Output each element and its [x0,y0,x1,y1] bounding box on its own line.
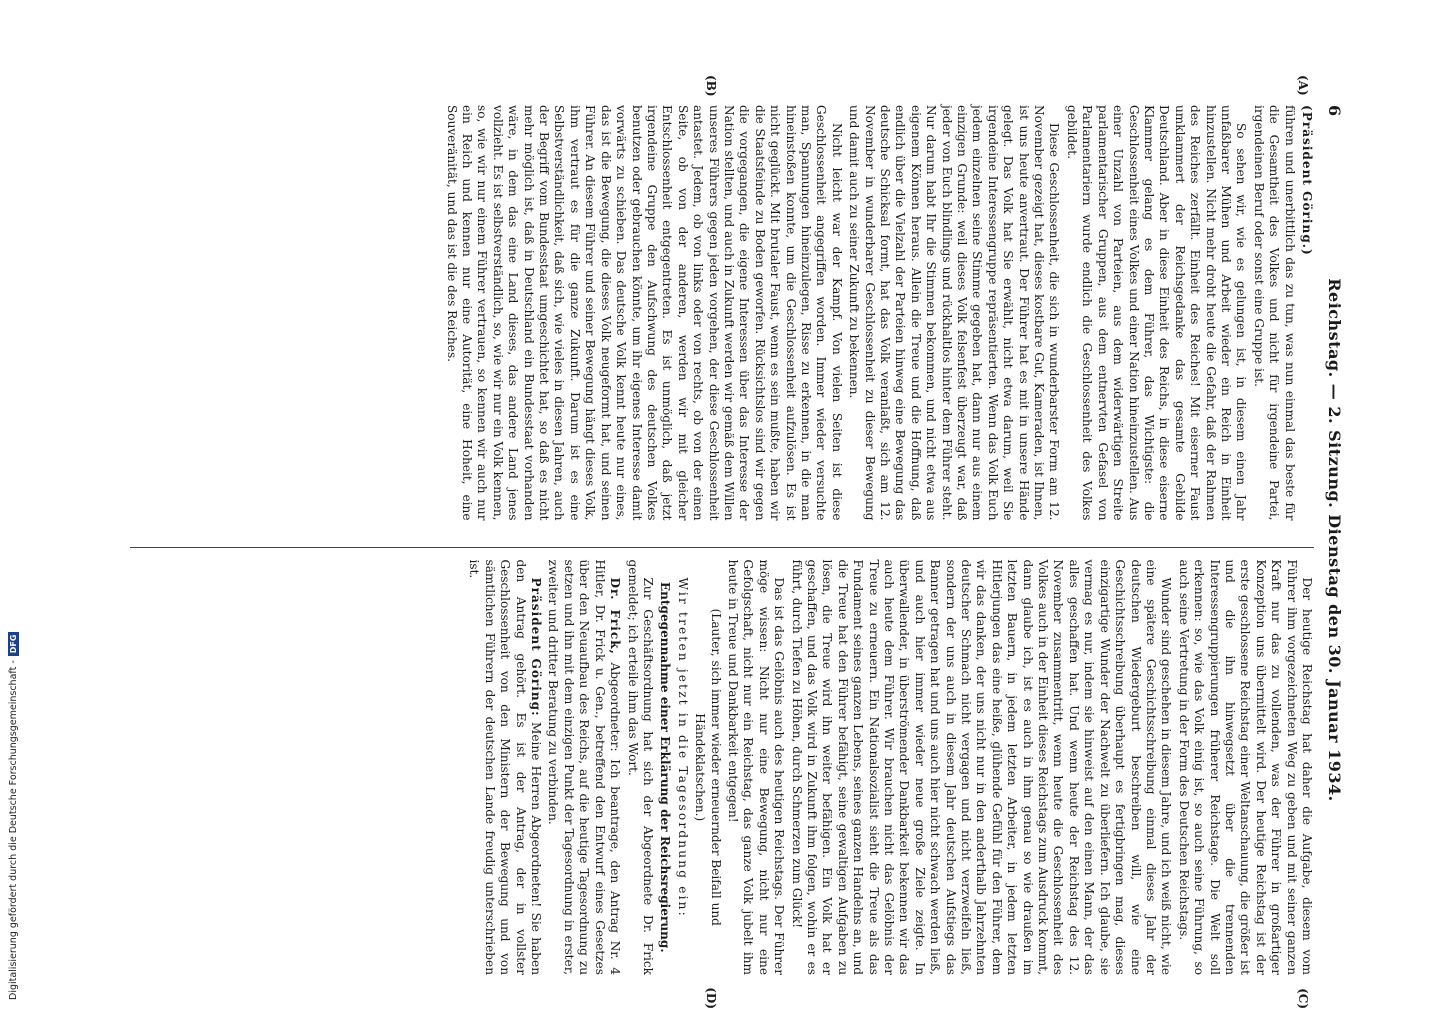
paragraph: So sehen wir, wie es gelungen ist, in diesem einen Jahr unfaßbarer Mühen und Arbeit wieder ein Reich in Einheit hinzustellen. Nicht mehr droht heute die Gefahr, daß der Rahmen des Reiches zerfällt. Einheit des Reiches! Mit eiserner Faust umklammert der Reichsgedanke das gesamte Gebilde Deutschland. Aber in diese Einheit des Reichs, in diese eiserne Klammer gelang es dem Führer, das Wichtigste: die Geschlossenheit eines Volkes und einer Nation hineinzustellen. Aus einer Unzahl von Parteien, aus dem widerwärtigen Streite parlamentarischer Gruppen, aus dem entnervten Gefasel von Parlamentariern wurde endlich die Geschlossenheit des Volkes gebildet. [1064,105,1249,521]
page-header [1316,105,1344,975]
paragraph: Der heutige Reichstag hat daher die Aufgabe, diesem vom Führer ihm vorgezeichneten Weg zu geben und mit seiner ganzen Kraft nur das zu vollenden, was der Führer in großartiger Konzeption uns übermittelt wird. Der heutige Reichstag ist der erste geschlossene Reichstag einer Weltanschauung, die größer ist und die ihn hinwegsetzt über die trennenden Interessengruppierungen früherer Reichstage. Die Welt soll erkennen: so, wie das Volk einig ist, so auch seine Führung, so auch seine Vertretung in der Form des Deutschen Reichstags. [1176,559,1314,975]
text-columns [130,75,1314,1009]
digitization-footer [8,0,24,1000]
running-head: Reichstag. — 2. Sitzung. Dienstag den 30. Januar 1934. [1325,278,1344,802]
speech-goering-text: Meine Herren Abgeordneten! Sie haben den Antrag gehört. Es ist der Antrag, der in vollster Geschlossenheit von den Ministern der Bewegung und von sämtlichen Führern der deutschen Lande freudig unterschrieben ist. [467,559,544,975]
margin-mark-a: (A) [1296,75,1310,96]
margin-mark-b: (B) [704,75,718,97]
paragraph: Das ist das Gelöbnis auch des heutigen Reichstags. Der Führer möge wissen: Nicht nur eine Bewegung, nicht nur eine Gefolgschaft, nicht nur ein Reichstag, das ganze Volk jubelt ihm heute in Treue und Dankbarkeit entgegen! [725,559,787,975]
page-number: 6 [1325,105,1344,117]
paragraph: Wunder sind geschehen in diesem Jahre, und ich weiß nicht, wie eine spätere Geschichtsschreibung einmal dieses Jahr der deutschen Wiedergeburt beschreiben will, wie eine Geschichtsschreibung überhaupt es fertigbringen mag, dieses einzigartige Wunder der Nachwelt zu überliefern. Ich glaube, sie vermag es nur, indem sie hinweist auf den einen Mann, der das alles geschaffen hat. Und wenn heute der Reichstag des 12. November zusammentritt, wenn heute die Geschlossenheit des Volkes auch in der Einheit dieses Reichstags zum Ausdruck kommt, dann glaube ich, ist es auch in ihm genau so wie draußen im letzten Bauern, in jedem letzten Arbeiter, in jedem letzten Hitlerjungen das eine heiße, glühende Gefühl für den Führer, dem wir das danken, der uns nicht nur in den anderthalb Jahrzehnten deutscher Schmach nicht vergagen und nicht verzweifeln ließ, sondern der uns auch in diesem Jahr deutschen Aufstiegs das Banner getragen hat und uns auch hier nicht schwach werden ließ, und auch hier immer wieder neue große Ziele zeigte. In überwallender, in überströmender Dankbarkeit bekennen wir das auch heute dem Führer. Wir brauchen nicht das Gelöbnis der Treue zu erneuern. Ein Nationalsozialist sieht die Treue als das Fundament seines ganzen Lebens, seines ganzen Handelns an, und die Treue hat den Führer befähigt, seine gewaltigen Aufgaben zu lösen, die Treue wird ihn weiter befähigen. Ein Volk hat er geschaffen, und das Volk wird in Zukunft ihm folgen, wohin er es führt, durch Tiefen zu Höhen, durch Schmerzen zum Glück! [789,559,1174,975]
margin-mark-d: (D) [704,987,718,1009]
speaker-frick: Dr. Frick, [608,577,623,655]
speech-frick [545,560,622,976]
paragraph: Nicht leicht war der Kampf. Von vielen Seiten ist diese Geschlossenheit angegriffen worden. Immer wieder versuchte man, Spannungen hineinzulegen, Risse zu erkennen, in die man hineinstoßen konnte, um die Geschlossenheit aufzulösen. Es ist nicht geglückt. Mit brutaler Faust, wenn es sein mußte, haben wir die Staatsfeinde zu Boden geworfen. Rücksichtslos sind wir gegen die vorgegangen, die eigene Interessen über das Interesse der Nation stellten, und auch in Zukunft werden wir gemäß dem Willen unseres Führers gegen jeden vorgehen, der diese Geschlossenheit antastet. Jedem, ob von links oder von rechts, ob von der einen Seite, ob von der anderen, werden wir mit gleicher Entschlossenheit entgegentreten. Es ist unmöglich, daß jetzt irgendeine Gruppe den Aufschwung des deutschen Volkes benutzen oder gebrauchen könnte, um ihr eigenes Interesse damit vorwärts zu schieben. Das deutsche Volk kennt heute nur eines, das ist die Bewegung, die dieses Volk neugeformt hat, und seinen Führer. An diesem Führer und seiner Bewegung hängt dieses Volk, ihm vertraut es für die ganze Zukunft. Darum ist es eine Selbstverständlichkeit, daß sich, wie vieles in diesen Jahren, auch der Begriff vom Bundesstaat umgeschichtet hat, so daß es nicht mehr möglich ist, daß in Deutschland ein Bundesstaat vorhanden wäre, in dem das eine Land dieses, das andere Land jenes vollzieht. Es ist selbstverständlich, so, wie wir nur ein Volk kennen, so, wie wir nur einem Führer vertrauen, so kennen wir auch nur ein Reich und kennen nur eine Autorität, eine Hoheit, eine Souveränität, und das ist die des Reiches. [444,105,844,521]
footer-text: Digitalisierung gefördert durch die Deutsche Forschungsgemeinschaft - [8,660,19,1000]
rotated-document-page [120,75,1350,1009]
speaker-goering: Präsident Göring: [529,577,544,717]
speech-frick-text: Abgeordneter: Ich beantrage, den Antrag Nr. 4 Hitler, Dr. Frick u. Gen., betreffend den Entwurf eines Gesetzes über den Neuaufbau des Reichs, auf die heutige Tagesordnung zu setzen und ihn mit dem einzigen Punkt der Tagesordnung in erster, zweiter und dritter Beratung zu verbinden. [546,559,623,975]
speaker-header: (Präsident Göring.) [1300,105,1314,256]
agenda-heading: Entgegennahme einer Erklärung der Reichsregierung. [658,581,673,953]
right-column [130,547,1314,1009]
dfg-logo-icon: DFG [8,632,19,657]
applause-note: (Lauter, sich immer wieder erneuernder Beifall und Händeklatschen.) [693,608,723,926]
speech-goering [466,560,543,976]
left-column [130,75,1314,521]
agenda-intro: Wir treten jetzt in die Tagesordnung ein: [675,577,690,918]
margin-mark-c: (C) [1296,988,1310,1009]
paragraph: Zur Geschäftsordnung hat sich der Abgeordnete Dr. Frick gemeldet; ich erteile ihm das Wort. [625,559,655,975]
paragraph: führen und unerbittlich das zu tun, was nun einmal das beste für die Gesamtheit des Volkes und nicht für irgendeine Partei, irgendeinen Beruf oder sonst eine Gruppe ist. [1251,105,1297,521]
paragraph: Diese Geschlossenheit, die sich in wunderbarster Form am 12. November gezeigt hat, dieses kostbare Gut, Kameraden, ist Ihnen, ist uns heute anvertraut. Der Führer hat es mit in unsere Hände gelegt. Das Volk hat Sie erwählt, nicht etwa darum, weil Sie irgendeine Interessengruppe repräsentierten. Wenn das Volk Euch jedem einzelnen seine Stimme gegeben hat, dann nur aus einem einzigen Grunde: weil dieses Volk felsenfest überzeugt war, daß jeder von Euch blindlings und rückhaltlos hinter dem Führer steht. Nur darum habt Ihr die Stimmen bekommen, und nicht etwa aus eigenem Können heraus. Allein die Treue und die Hoffnung, daß endlich über die Vielzahl der Parteien hinweg eine Bewegung das deutsche Schicksal formt, hat das Volk veranlaßt, sich am 12. November in wunderbarer Geschlossenheit zu dieser Bewegung und damit auch zu seiner Zukunft zu bekennen. [847,105,1062,521]
